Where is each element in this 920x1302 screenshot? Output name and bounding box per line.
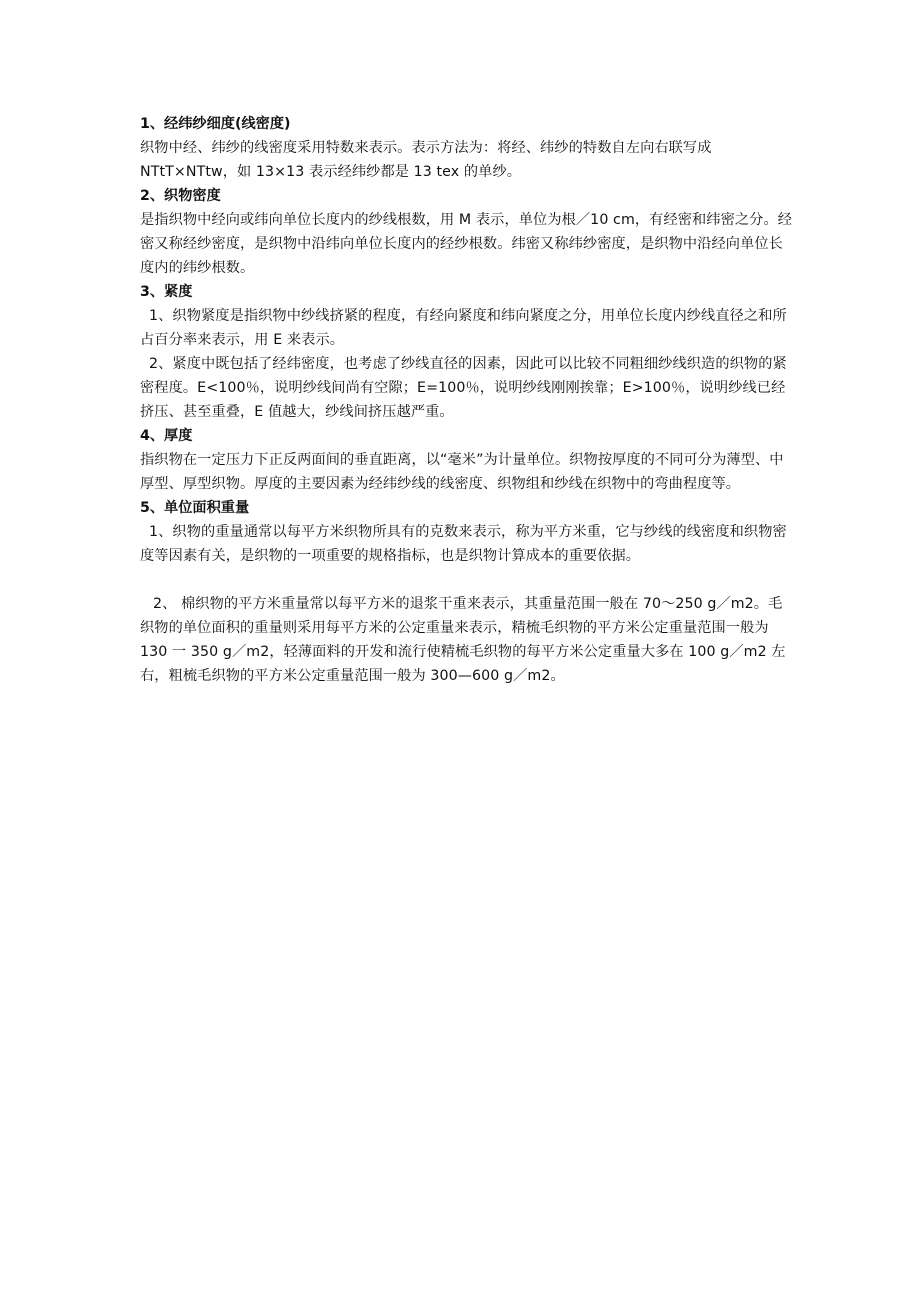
paragraph: 指织物在一定压力下正反两面间的垂直距离，以“毫米”为计量单位。织物按厚度的不同可分为薄型、中厚型、厚型织物。厚度的主要因素为经纬纱线的线密度、织物组和纱线在织物中的弯曲程度等。 — [140, 452, 784, 492]
paragraph: 织物中经、纬纱的线密度采用特数来表示。表示方法为：将经、纬纱的特数自左向右联写成NTtT×NTtw，如 13×13 表示经纬纱都是 13 tex 的单纱。 — [140, 140, 712, 180]
section-fabric-density — [140, 184, 796, 280]
section-heading: 2、织物密度 — [140, 188, 221, 204]
section-heading: 3、紧度 — [140, 284, 193, 300]
section-heading: 5、单位面积重量 — [140, 500, 250, 516]
paragraph: 是指织物中经向或纬向单位长度内的纱线根数，用 M 表示，单位为根／10 cm，有经密和纬密之分。经密又称经纱密度，是织物中沿纬向单位长度内的经纱根数。纬密又称纬纱密度，是织物中沿经向单位长度内的纬纱根数。 — [140, 212, 793, 276]
section-tightness — [140, 280, 796, 424]
document-page — [140, 112, 796, 688]
section-fineness — [140, 112, 796, 184]
section-heading: 4、厚度 — [140, 428, 193, 444]
paragraph: 1、织物紧度是指织物中纱线挤紧的程度，有经向紧度和纬向紧度之分，用单位长度内纱线直径之和所占百分率来表示，用 E 来表示。 — [140, 308, 787, 348]
blank-line — [140, 568, 796, 592]
paragraph: 1、织物的重量通常以每平方米织物所具有的克数来表示，称为平方米重，它与纱线的线密度和织物密度等因素有关，是织物的一项重要的规格指标，也是织物计算成本的重要依据。 — [140, 524, 787, 564]
section-weight-per-area — [140, 496, 796, 688]
section-heading: 1、经纬纱细度(线密度) — [140, 116, 291, 132]
paragraph: 2、 棉织物的平方米重量常以每平方米的退浆干重来表示，其重量范围一般在 70～250 g／m2。毛织物的单位面积的重量则采用每平方米的公定重量来表示，精梳毛织物的平方米公定重量范围一般为 130 一 350 g／m2，轻薄面料的开发和流行使精梳毛织物的每平方米公定重量大多在 100 g／m2 左右，粗梳毛织物的平方米公定重量范围一般为 300—600 g／m2。 — [140, 596, 786, 684]
section-thickness — [140, 424, 796, 496]
paragraph: 2、紧度中既包括了经纬密度，也考虑了纱线直径的因素，因此可以比较不同粗细纱线织造的织物的紧密程度。E<100％，说明纱线间尚有空隙；E=100％，说明纱线刚刚挨靠；E>100％，说明纱线已经挤压、甚至重叠，E 值越大，纱线间挤压越严重。 — [140, 356, 787, 420]
